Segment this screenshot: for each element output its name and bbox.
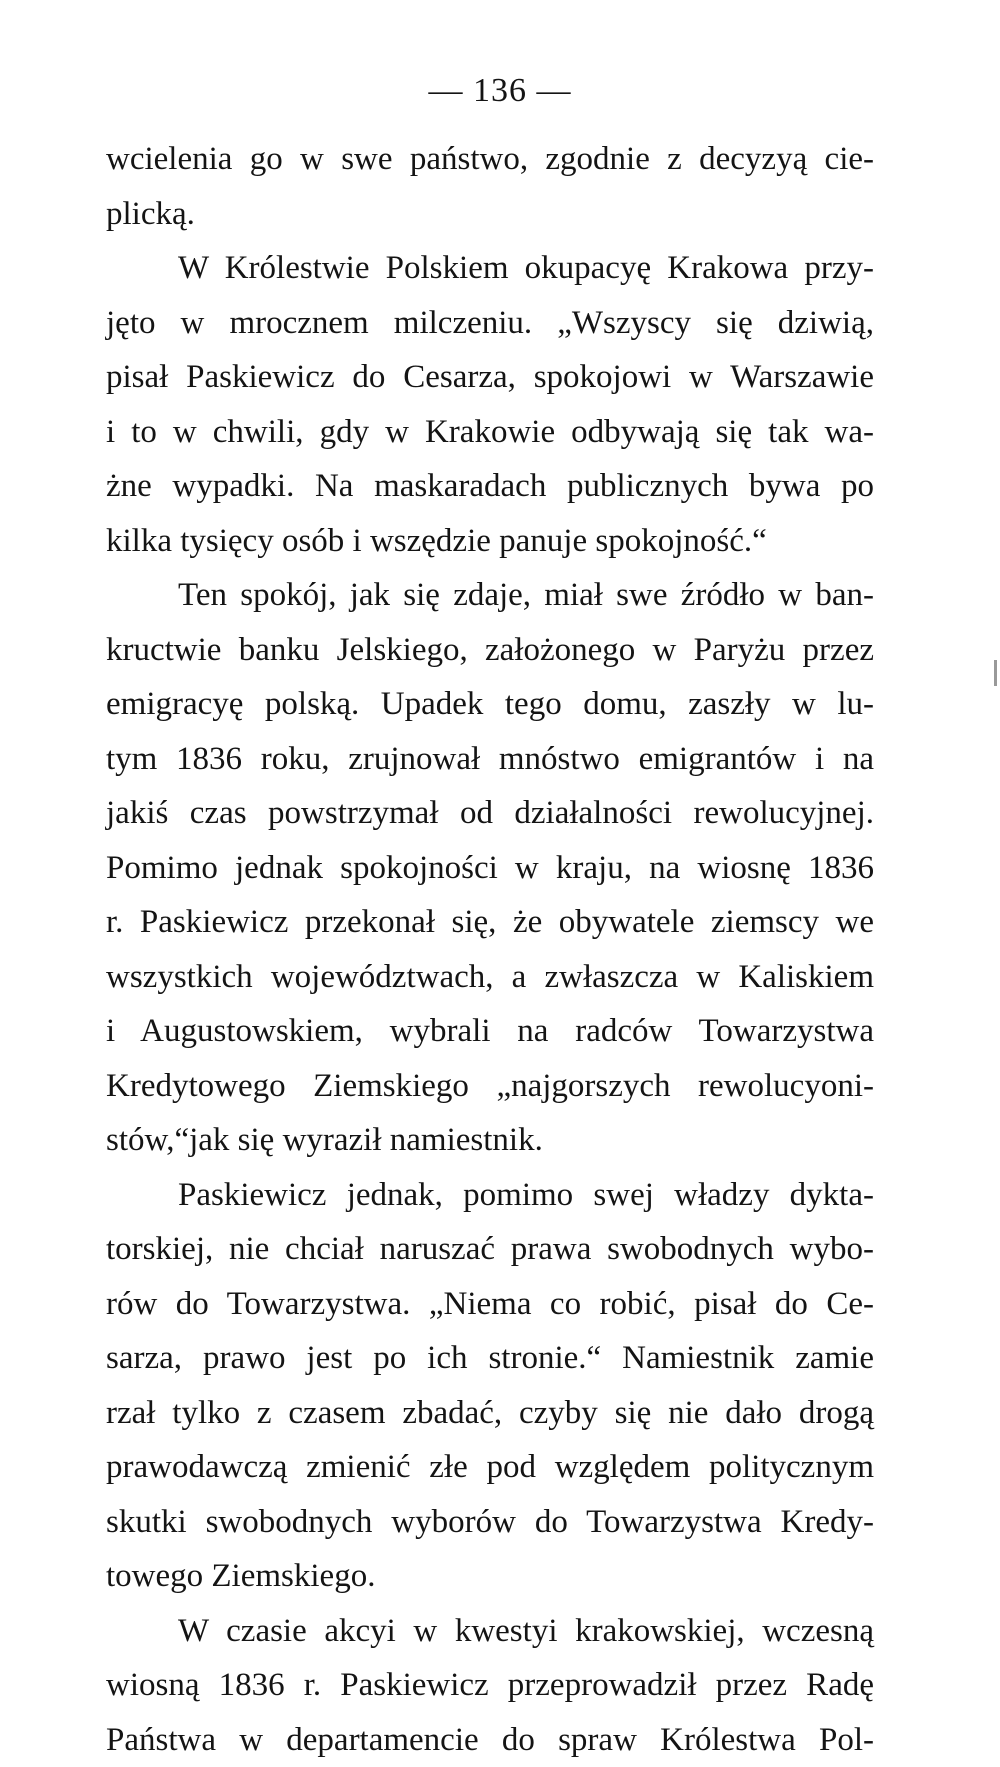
text-line: Państwa w departamencie do spraw Królestwa Pol- (106, 1713, 874, 1767)
text-line: jakiś czas powstrzymał od działalności rewolucyjnej. (106, 786, 874, 841)
text-line: pisał Paskiewicz do Cesarza, spokojowi w Warszawie (106, 350, 874, 405)
text-line: rów do Towarzystwa. „Niema co robić, pisał do Ce- (106, 1277, 874, 1332)
text-line: W Królestwie Polskiem okupacyę Krakowa przy- (106, 241, 874, 296)
text-line: kilka tysięcy osób i wszędzie panuje spokojność.“ (106, 514, 874, 569)
text-line: plicką. (106, 187, 874, 242)
text-line: rzał tylko z czasem zbadać, czyby się nie dało drogą (106, 1386, 874, 1441)
text-line: W czasie akcyi w kwestyi krakowskiej, wczesną (106, 1604, 874, 1659)
text-line: wiosną 1836 r. Paskiewicz przeprowadził przez Radę (106, 1658, 874, 1713)
text-line: emigracyę polską. Upadek tego domu, zaszły w lu- (106, 677, 874, 732)
text-line: skutki swobodnych wyborów do Towarzystwa Kredy- (106, 1495, 874, 1550)
text-line: tym 1836 roku, zrujnował mnóstwo emigrantów i na (106, 732, 874, 787)
text-line: wcielenia go w swe państwo, zgodnie z decyzyą cie- (106, 132, 874, 187)
text-line: wszystkich województwach, a zwłaszcza w Kaliskiem (106, 950, 874, 1005)
text-line: jęto w mrocznem milczeniu. „Wszyscy się dziwią, (106, 296, 874, 351)
text-line: i Augustowskiem, wybrali na radców Towarzystwa (106, 1004, 874, 1059)
body-text (106, 132, 874, 1767)
text-line: r. Paskiewicz przekonał się, że obywatele ziemscy we (106, 895, 874, 950)
text-line: towego Ziemskiego. (106, 1549, 874, 1604)
text-line: prawodawczą zmienić złe pod względem politycznym (106, 1440, 874, 1495)
text-line: kructwie banku Jelskiego, założonego w Paryżu przez (106, 623, 874, 678)
text-line: torskiej, nie chciał naruszać prawa swobodnych wybo- (106, 1222, 874, 1277)
text-line: żne wypadki. Na maskaradach publicznych bywa po (106, 459, 874, 514)
page-number: — 136 — (0, 72, 1000, 110)
text-line: sarza, prawo jest po ich stronie.“ Namiestnik zamie (106, 1331, 874, 1386)
text-line: i to w chwili, gdy w Krakowie odbywają się tak wa- (106, 405, 874, 460)
text-line: Kredytowego Ziemskiego „najgorszych rewolucyoni- (106, 1059, 874, 1114)
text-line: stów,“jak się wyraził namiestnik. (106, 1113, 874, 1168)
text-line: Ten spokój, jak się zdaje, miał swe źródło w ban- (106, 568, 874, 623)
text-line: Pomimo jednak spokojności w kraju, na wiosnę 1836 (106, 841, 874, 896)
scan-edge-mark (994, 660, 997, 686)
text-line: Paskiewicz jednak, pomimo swej władzy dykta- (106, 1168, 874, 1223)
